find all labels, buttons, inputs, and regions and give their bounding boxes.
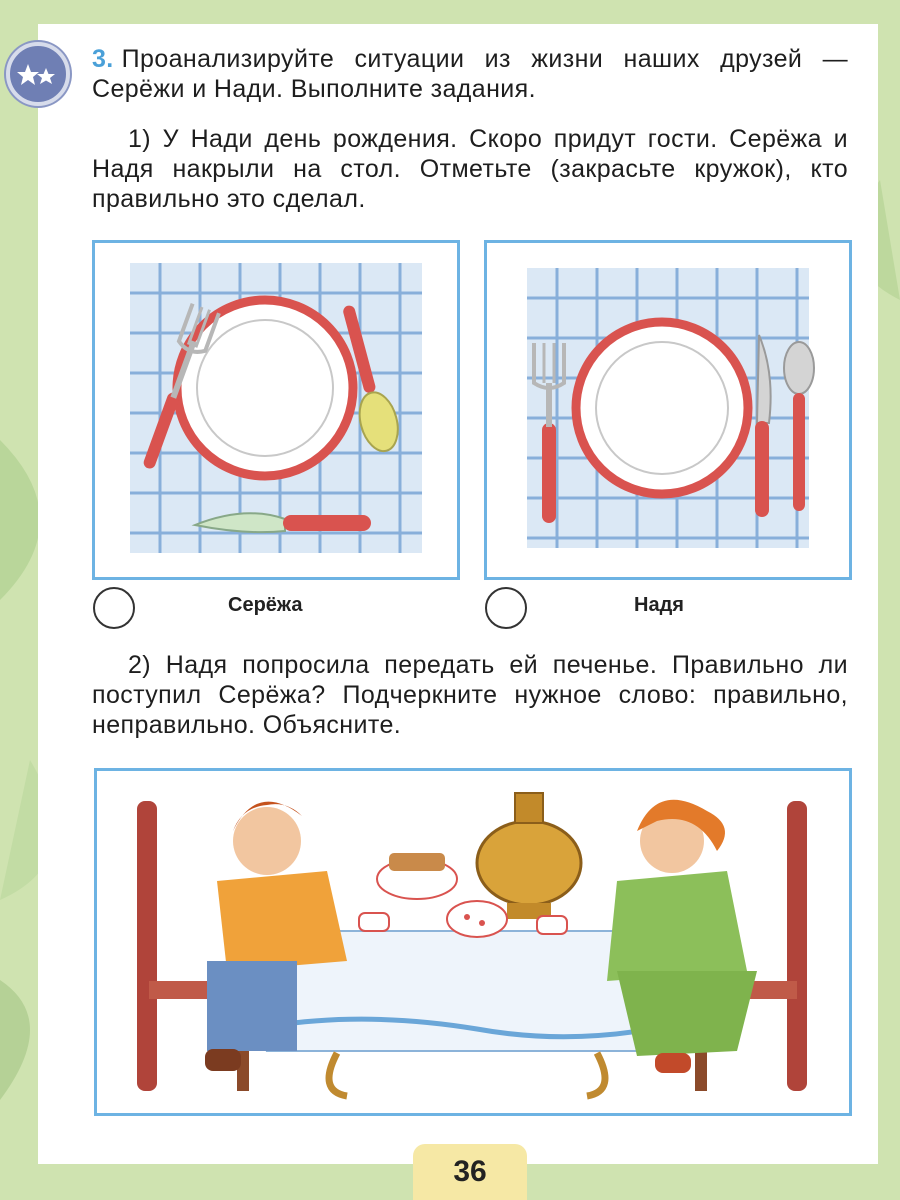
option-circle-nadya[interactable]	[485, 587, 527, 629]
picture-nadya-setting	[484, 240, 852, 580]
task-number: 3.	[92, 45, 114, 73]
table-setting-illustration-left	[95, 243, 457, 577]
tea-scene-illustration	[97, 771, 849, 1113]
picture-seryozha-setting	[92, 240, 460, 580]
page-number: 36	[413, 1144, 527, 1200]
stars-badge-icon	[6, 42, 70, 106]
task-intro	[92, 44, 848, 104]
option-circle-seryozha[interactable]	[93, 587, 135, 629]
task-part2-text: 2) Надя попросила передать ей печенье. Правильно ли поступил Серёжа? Подчеркните нужное слово: правильно, неправильно. Объясните.	[92, 651, 848, 739]
table-setting-illustration-right	[487, 243, 849, 577]
task-part1-text: 1) У Нади день рождения. Скоро придут гости. Серёжа и Надя накрыли на стол. Отметьте (закрасьте кружок), кто правильно это сделал.	[92, 125, 848, 213]
task-intro-text: Проанализируйте ситуации из жизни наших друзей — Серёжи и Нади. Выполните задания.	[92, 45, 848, 103]
option-label-nadya: Надя	[634, 594, 684, 616]
picture-tea-table-scene	[94, 768, 852, 1116]
option-label-seryozha: Серёжа	[228, 594, 303, 616]
